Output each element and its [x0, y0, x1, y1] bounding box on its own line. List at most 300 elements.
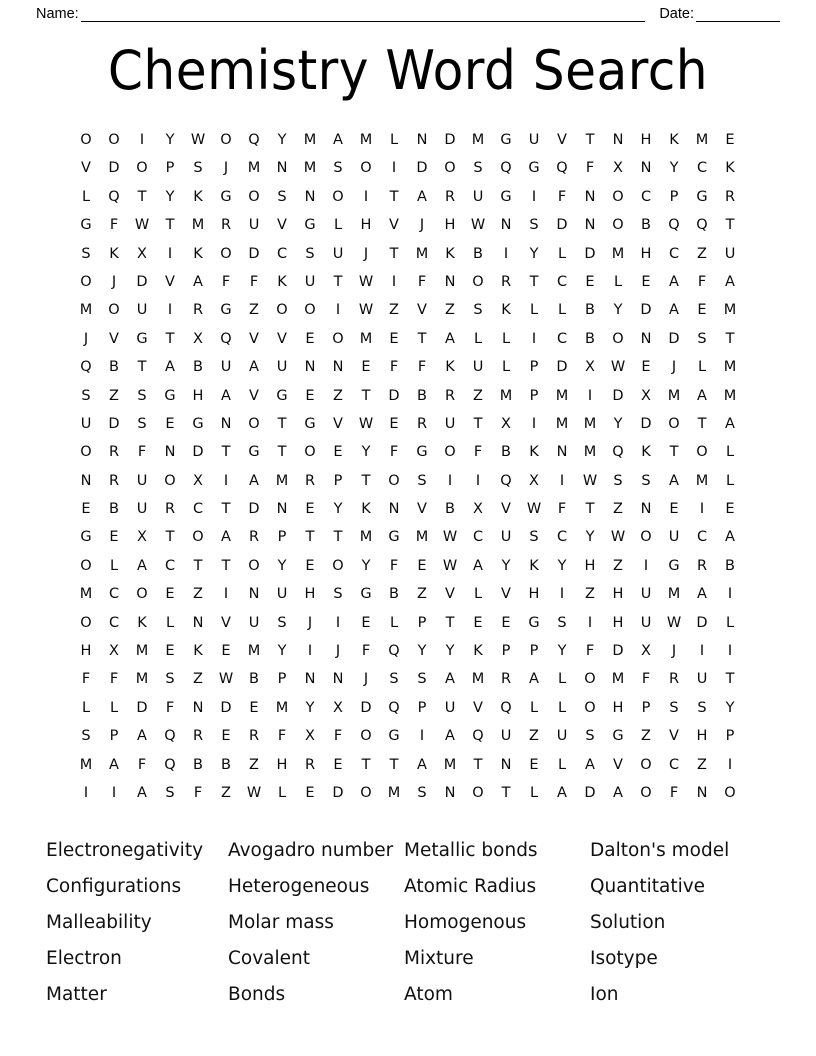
grid-cell[interactable]: Y: [557, 557, 567, 574]
grid-cell[interactable]: Y: [557, 643, 567, 660]
grid-cell[interactable]: I: [643, 557, 649, 574]
name-write-line[interactable]: [81, 8, 646, 22]
grid-cell[interactable]: N: [276, 501, 288, 518]
grid-cell[interactable]: C: [108, 614, 120, 631]
grid-cell[interactable]: K: [109, 245, 119, 262]
grid-cell[interactable]: I: [475, 472, 481, 489]
grid-cell[interactable]: N: [584, 188, 596, 205]
grid-cell[interactable]: E: [641, 359, 651, 376]
puzzle-grid[interactable]: [72, 126, 744, 807]
grid-cell[interactable]: E: [305, 330, 315, 347]
grid-cell[interactable]: I: [727, 586, 733, 603]
grid-cell[interactable]: F: [277, 728, 287, 745]
grid-cell[interactable]: L: [389, 614, 399, 631]
grid-cell[interactable]: A: [669, 472, 679, 489]
grid-cell[interactable]: W: [610, 529, 626, 546]
grid-cell[interactable]: V: [277, 217, 287, 234]
grid-cell[interactable]: G: [276, 387, 288, 404]
grid-cell[interactable]: N: [332, 671, 344, 688]
grid-cell[interactable]: Q: [668, 217, 680, 234]
grid-cell[interactable]: I: [391, 273, 397, 290]
grid-cell[interactable]: M: [499, 387, 513, 404]
grid-cell[interactable]: Z: [697, 245, 707, 262]
grid-cell[interactable]: V: [165, 273, 175, 290]
grid-cell[interactable]: S: [529, 529, 539, 546]
grid-cell[interactable]: E: [361, 614, 371, 631]
grid-cell[interactable]: U: [472, 359, 484, 376]
grid-cell[interactable]: D: [640, 302, 652, 319]
grid-cell[interactable]: Q: [108, 188, 120, 205]
grid-cell[interactable]: V: [445, 586, 455, 603]
grid-cell[interactable]: I: [503, 245, 509, 262]
grid-cell[interactable]: E: [305, 501, 315, 518]
grid-cell[interactable]: F: [585, 160, 595, 177]
grid-cell[interactable]: T: [361, 756, 371, 773]
grid-cell[interactable]: B: [473, 245, 483, 262]
grid-cell[interactable]: W: [218, 671, 234, 688]
grid-cell[interactable]: O: [220, 245, 232, 262]
grid-cell[interactable]: H: [696, 728, 708, 745]
grid-cell[interactable]: E: [221, 728, 231, 745]
grid-cell[interactable]: X: [137, 245, 147, 262]
grid-cell[interactable]: M: [583, 415, 597, 432]
grid-cell[interactable]: Z: [249, 756, 259, 773]
grid-cell[interactable]: K: [501, 302, 511, 319]
grid-cell[interactable]: D: [332, 784, 344, 801]
grid-cell[interactable]: Y: [165, 188, 175, 205]
grid-cell[interactable]: I: [83, 784, 89, 801]
grid-cell[interactable]: E: [501, 614, 511, 631]
grid-cell[interactable]: U: [696, 671, 708, 688]
grid-cell[interactable]: B: [725, 557, 735, 574]
grid-cell[interactable]: D: [248, 501, 260, 518]
grid-cell[interactable]: I: [727, 756, 733, 773]
grid-cell[interactable]: Q: [500, 699, 512, 716]
grid-cell[interactable]: S: [277, 188, 287, 205]
grid-cell[interactable]: V: [501, 586, 511, 603]
word-list-item[interactable]: Quantitative: [590, 876, 706, 898]
grid-cell[interactable]: F: [249, 273, 259, 290]
grid-cell[interactable]: O: [472, 273, 484, 290]
grid-cell[interactable]: S: [417, 472, 427, 489]
grid-cell[interactable]: Q: [220, 330, 232, 347]
grid-cell[interactable]: G: [612, 728, 624, 745]
grid-cell[interactable]: E: [389, 330, 399, 347]
grid-cell[interactable]: V: [473, 699, 483, 716]
grid-cell[interactable]: O: [360, 728, 372, 745]
grid-cell[interactable]: K: [193, 188, 203, 205]
grid-cell[interactable]: F: [557, 501, 567, 518]
grid-cell[interactable]: W: [610, 359, 626, 376]
grid-cell[interactable]: C: [108, 586, 120, 603]
grid-cell[interactable]: E: [389, 415, 399, 432]
grid-cell[interactable]: I: [167, 302, 173, 319]
grid-cell[interactable]: B: [249, 671, 259, 688]
grid-cell[interactable]: F: [109, 217, 119, 234]
grid-cell[interactable]: U: [332, 245, 344, 262]
grid-cell[interactable]: J: [223, 160, 229, 177]
word-list-item[interactable]: Molar mass: [228, 911, 334, 933]
grid-cell[interactable]: S: [81, 387, 91, 404]
grid-cell[interactable]: U: [136, 472, 148, 489]
grid-cell[interactable]: O: [332, 557, 344, 574]
grid-cell[interactable]: M: [359, 132, 373, 148]
grid-cell[interactable]: K: [445, 359, 455, 376]
grid-cell[interactable]: Q: [612, 444, 624, 461]
grid-cell[interactable]: T: [445, 614, 455, 631]
grid-cell[interactable]: C: [668, 756, 680, 773]
word-list-item[interactable]: Heterogeneous: [228, 876, 370, 898]
grid-cell[interactable]: K: [473, 643, 483, 660]
grid-cell[interactable]: T: [137, 188, 147, 205]
grid-cell[interactable]: U: [444, 415, 456, 432]
grid-cell[interactable]: S: [305, 245, 315, 262]
grid-cell[interactable]: C: [472, 529, 484, 546]
grid-cell[interactable]: F: [389, 444, 399, 461]
grid-cell[interactable]: D: [192, 444, 204, 461]
grid-cell[interactable]: U: [668, 529, 680, 546]
grid-cell[interactable]: L: [529, 699, 539, 716]
grid-cell[interactable]: O: [304, 302, 316, 319]
grid-cell[interactable]: A: [669, 273, 679, 290]
grid-cell[interactable]: T: [417, 330, 427, 347]
grid-cell[interactable]: B: [641, 217, 651, 234]
grid-cell[interactable]: K: [529, 557, 539, 574]
grid-cell[interactable]: N: [500, 217, 512, 234]
grid-cell[interactable]: J: [363, 245, 369, 262]
grid-cell[interactable]: Y: [305, 699, 315, 716]
grid-cell[interactable]: L: [81, 188, 91, 205]
grid-cell[interactable]: G: [360, 586, 372, 603]
grid-cell[interactable]: M: [723, 387, 737, 404]
grid-cell[interactable]: D: [136, 273, 148, 290]
grid-cell[interactable]: N: [304, 188, 316, 205]
grid-cell[interactable]: Z: [641, 728, 651, 745]
grid-cell[interactable]: V: [669, 728, 679, 745]
grid-cell[interactable]: W: [358, 273, 374, 290]
grid-cell[interactable]: O: [584, 671, 596, 688]
grid-cell[interactable]: T: [725, 330, 735, 347]
grid-cell[interactable]: S: [613, 472, 623, 489]
grid-cell[interactable]: H: [80, 643, 92, 660]
grid-cell[interactable]: M: [555, 415, 569, 432]
grid-cell[interactable]: W: [442, 557, 458, 574]
grid-cell[interactable]: F: [165, 699, 175, 716]
grid-cell[interactable]: J: [111, 273, 117, 290]
grid-cell[interactable]: U: [500, 529, 512, 546]
grid-cell[interactable]: X: [473, 501, 483, 518]
grid-cell[interactable]: C: [556, 273, 568, 290]
grid-cell[interactable]: O: [80, 614, 92, 631]
grid-cell[interactable]: P: [417, 614, 427, 631]
grid-cell[interactable]: X: [613, 160, 623, 177]
grid-cell[interactable]: H: [304, 586, 316, 603]
grid-cell[interactable]: M: [415, 529, 429, 546]
grid-cell[interactable]: T: [165, 529, 175, 546]
grid-cell[interactable]: G: [80, 529, 92, 546]
grid-cell[interactable]: E: [361, 359, 371, 376]
grid-cell[interactable]: R: [696, 557, 708, 574]
grid-cell[interactable]: B: [193, 359, 203, 376]
grid-cell[interactable]: M: [723, 302, 737, 319]
grid-cell[interactable]: D: [388, 387, 400, 404]
grid-cell[interactable]: C: [696, 529, 708, 546]
word-list-item[interactable]: Avogadro number: [228, 840, 394, 862]
grid-cell[interactable]: A: [137, 728, 147, 745]
grid-cell[interactable]: A: [445, 671, 455, 688]
grid-cell[interactable]: U: [724, 245, 736, 262]
grid-cell[interactable]: O: [472, 784, 484, 801]
grid-cell[interactable]: S: [697, 699, 707, 716]
grid-cell[interactable]: M: [695, 472, 709, 489]
grid-cell[interactable]: K: [669, 132, 679, 148]
grid-cell[interactable]: Z: [613, 557, 623, 574]
grid-cell[interactable]: R: [668, 671, 680, 688]
grid-cell[interactable]: U: [528, 132, 540, 148]
grid-cell[interactable]: B: [585, 302, 595, 319]
grid-cell[interactable]: E: [165, 415, 175, 432]
grid-cell[interactable]: X: [641, 643, 651, 660]
grid-cell[interactable]: Z: [613, 501, 623, 518]
grid-cell[interactable]: Y: [361, 444, 371, 461]
grid-cell[interactable]: J: [307, 614, 313, 631]
grid-cell[interactable]: M: [723, 359, 737, 376]
grid-cell[interactable]: I: [223, 586, 229, 603]
grid-cell[interactable]: S: [193, 160, 203, 177]
grid-cell[interactable]: C: [696, 160, 708, 177]
grid-cell[interactable]: N: [248, 586, 260, 603]
grid-cell[interactable]: S: [137, 387, 147, 404]
grid-cell[interactable]: G: [696, 188, 708, 205]
grid-cell[interactable]: G: [164, 387, 176, 404]
grid-cell[interactable]: O: [304, 444, 316, 461]
grid-cell[interactable]: G: [528, 160, 540, 177]
grid-cell[interactable]: U: [304, 273, 316, 290]
grid-cell[interactable]: Z: [109, 387, 119, 404]
grid-cell[interactable]: T: [165, 217, 175, 234]
grid-cell[interactable]: L: [81, 699, 91, 716]
grid-cell[interactable]: T: [389, 188, 399, 205]
grid-cell[interactable]: X: [193, 330, 203, 347]
grid-cell[interactable]: V: [557, 132, 567, 148]
grid-cell[interactable]: H: [612, 586, 624, 603]
grid-cell[interactable]: K: [725, 160, 735, 177]
grid-cell[interactable]: I: [167, 245, 173, 262]
grid-cell[interactable]: D: [556, 359, 568, 376]
grid-cell[interactable]: I: [307, 643, 313, 660]
grid-cell[interactable]: L: [529, 784, 539, 801]
grid-cell[interactable]: S: [137, 415, 147, 432]
grid-cell[interactable]: M: [79, 586, 93, 603]
grid-cell[interactable]: D: [220, 699, 232, 716]
grid-cell[interactable]: M: [303, 160, 317, 177]
grid-cell[interactable]: E: [697, 302, 707, 319]
grid-cell[interactable]: U: [276, 359, 288, 376]
grid-cell[interactable]: M: [359, 529, 373, 546]
grid-cell[interactable]: M: [611, 245, 625, 262]
grid-cell[interactable]: Q: [388, 643, 400, 660]
grid-cell[interactable]: W: [358, 302, 374, 319]
grid-cell[interactable]: M: [303, 132, 317, 148]
grid-cell[interactable]: Q: [248, 132, 260, 148]
grid-cell[interactable]: G: [304, 415, 316, 432]
grid-cell[interactable]: I: [531, 330, 537, 347]
grid-cell[interactable]: O: [80, 132, 92, 148]
grid-cell[interactable]: T: [473, 415, 483, 432]
grid-cell[interactable]: Q: [164, 728, 176, 745]
grid-cell[interactable]: O: [612, 188, 624, 205]
grid-cell[interactable]: S: [529, 217, 539, 234]
grid-cell[interactable]: C: [640, 188, 652, 205]
grid-cell[interactable]: Z: [193, 586, 203, 603]
grid-cell[interactable]: S: [417, 671, 427, 688]
grid-cell[interactable]: A: [137, 784, 147, 801]
grid-cell[interactable]: B: [193, 756, 203, 773]
grid-cell[interactable]: D: [584, 245, 596, 262]
grid-cell[interactable]: E: [165, 586, 175, 603]
grid-cell[interactable]: G: [220, 302, 232, 319]
grid-cell[interactable]: B: [417, 387, 427, 404]
grid-cell[interactable]: A: [585, 756, 595, 773]
grid-cell[interactable]: M: [471, 671, 485, 688]
grid-cell[interactable]: T: [501, 784, 511, 801]
grid-cell[interactable]: A: [725, 415, 735, 432]
grid-cell[interactable]: Y: [669, 160, 679, 177]
grid-cell[interactable]: Z: [221, 784, 231, 801]
grid-cell[interactable]: T: [725, 671, 735, 688]
grid-cell[interactable]: O: [248, 188, 260, 205]
grid-cell[interactable]: N: [388, 501, 400, 518]
grid-cell[interactable]: H: [584, 557, 596, 574]
grid-cell[interactable]: N: [584, 217, 596, 234]
grid-cell[interactable]: L: [613, 273, 623, 290]
grid-cell[interactable]: I: [139, 132, 145, 148]
grid-cell[interactable]: S: [333, 160, 343, 177]
grid-cell[interactable]: B: [221, 756, 231, 773]
word-list-item[interactable]: Solution: [590, 911, 666, 933]
grid-cell[interactable]: T: [529, 273, 539, 290]
grid-cell[interactable]: D: [668, 330, 680, 347]
word-list-item[interactable]: Electronegativity: [46, 840, 204, 862]
grid-cell[interactable]: A: [725, 273, 735, 290]
grid-cell[interactable]: Z: [473, 387, 483, 404]
grid-cell[interactable]: M: [387, 784, 401, 801]
grid-cell[interactable]: A: [473, 557, 483, 574]
grid-cell[interactable]: G: [136, 330, 148, 347]
grid-cell[interactable]: T: [221, 501, 231, 518]
grid-cell[interactable]: M: [695, 132, 709, 148]
grid-cell[interactable]: H: [192, 387, 204, 404]
grid-cell[interactable]: O: [612, 217, 624, 234]
grid-cell[interactable]: T: [669, 444, 679, 461]
grid-cell[interactable]: V: [389, 217, 399, 234]
grid-cell[interactable]: N: [556, 444, 568, 461]
grid-cell[interactable]: U: [472, 188, 484, 205]
grid-cell[interactable]: Q: [500, 472, 512, 489]
grid-cell[interactable]: F: [109, 671, 119, 688]
grid-cell[interactable]: K: [193, 643, 203, 660]
grid-cell[interactable]: X: [333, 699, 343, 716]
grid-cell[interactable]: E: [417, 557, 427, 574]
grid-cell[interactable]: U: [136, 501, 148, 518]
date-write-line[interactable]: [696, 8, 780, 22]
grid-cell[interactable]: E: [473, 614, 483, 631]
grid-cell[interactable]: I: [111, 784, 117, 801]
grid-cell[interactable]: A: [249, 472, 259, 489]
grid-cell[interactable]: U: [220, 359, 232, 376]
word-list-item[interactable]: Homogenous: [404, 911, 527, 933]
word-list-item[interactable]: Atomic Radius: [404, 876, 537, 898]
word-list-item[interactable]: Configurations: [46, 876, 182, 898]
grid-cell[interactable]: L: [725, 614, 735, 631]
grid-cell[interactable]: F: [137, 756, 147, 773]
grid-cell[interactable]: D: [612, 387, 624, 404]
grid-cell[interactable]: E: [109, 529, 119, 546]
grid-cell[interactable]: I: [335, 302, 341, 319]
grid-cell[interactable]: A: [249, 359, 259, 376]
grid-cell[interactable]: Y: [361, 557, 371, 574]
grid-cell[interactable]: O: [584, 699, 596, 716]
grid-cell[interactable]: O: [248, 415, 260, 432]
grid-cell[interactable]: X: [193, 472, 203, 489]
grid-cell[interactable]: D: [248, 245, 260, 262]
grid-cell[interactable]: I: [699, 501, 705, 518]
grid-cell[interactable]: N: [304, 671, 316, 688]
grid-cell[interactable]: I: [587, 387, 593, 404]
grid-cell[interactable]: O: [80, 444, 92, 461]
grid-cell[interactable]: N: [192, 614, 204, 631]
grid-cell[interactable]: G: [416, 444, 428, 461]
grid-cell[interactable]: G: [388, 529, 400, 546]
grid-cell[interactable]: Z: [697, 756, 707, 773]
grid-cell[interactable]: G: [192, 415, 204, 432]
grid-cell[interactable]: O: [276, 302, 288, 319]
grid-cell[interactable]: S: [333, 586, 343, 603]
grid-cell[interactable]: U: [80, 415, 92, 432]
grid-cell[interactable]: Z: [529, 728, 539, 745]
word-list-item[interactable]: Ion: [590, 983, 619, 1005]
grid-cell[interactable]: Y: [445, 643, 455, 660]
grid-cell[interactable]: L: [725, 444, 735, 461]
grid-cell[interactable]: C: [192, 501, 204, 518]
grid-cell[interactable]: W: [582, 472, 598, 489]
grid-cell[interactable]: X: [305, 728, 315, 745]
grid-cell[interactable]: H: [612, 614, 624, 631]
grid-cell[interactable]: M: [79, 302, 93, 319]
grid-cell[interactable]: Y: [613, 415, 623, 432]
grid-cell[interactable]: U: [248, 217, 260, 234]
grid-cell[interactable]: R: [192, 728, 204, 745]
grid-cell[interactable]: E: [669, 501, 679, 518]
word-list-item[interactable]: Matter: [46, 983, 107, 1005]
word-list-item[interactable]: Bonds: [228, 983, 286, 1005]
grid-cell[interactable]: M: [275, 472, 289, 489]
word-list-item[interactable]: Dalton's model: [590, 840, 730, 862]
grid-cell[interactable]: V: [277, 330, 287, 347]
grid-cell[interactable]: C: [556, 330, 568, 347]
grid-cell[interactable]: O: [136, 160, 148, 177]
grid-cell[interactable]: E: [333, 756, 343, 773]
grid-cell[interactable]: M: [471, 132, 485, 148]
grid-cell[interactable]: L: [333, 217, 343, 234]
grid-cell[interactable]: C: [668, 245, 680, 262]
grid-cell[interactable]: A: [445, 728, 455, 745]
grid-cell[interactable]: L: [557, 699, 567, 716]
grid-cell[interactable]: R: [416, 415, 428, 432]
grid-cell[interactable]: P: [641, 699, 651, 716]
grid-cell[interactable]: A: [221, 387, 231, 404]
grid-cell[interactable]: O: [332, 330, 344, 347]
